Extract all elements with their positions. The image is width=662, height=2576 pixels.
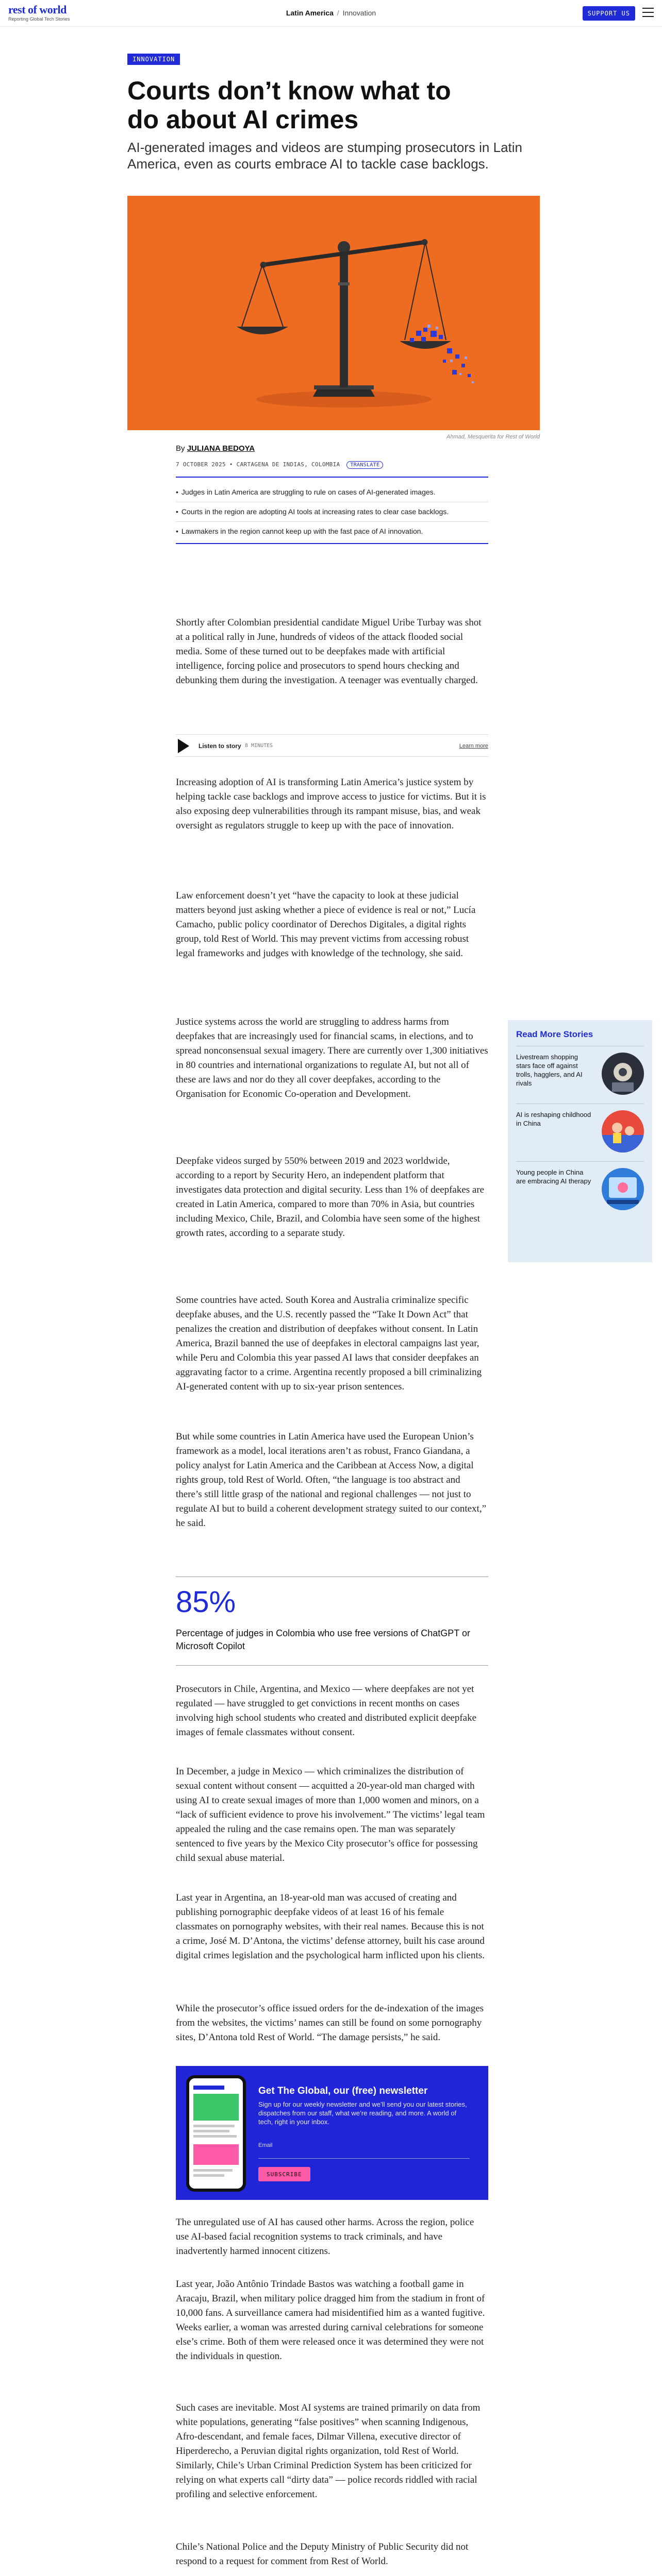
body-paragraph: Justice systems across the world are struggling to address harms from deepfakes that are increasingly used for financial scams, in elections, and to spread nonconsensual sexual imagery. There are currently over 1,300 initiatives in 80 countries and international organizations to regulate AI, but not all of these are laws and nor do they all cover deepfakes, according to the Organisation for Economic Co-operation and Development. (176, 1016, 488, 1099)
sidebar-story-title[interactable]: Young people in China are embracing AI therapy (516, 1168, 591, 1185)
learn-more-link[interactable]: Learn more (459, 743, 488, 749)
sidebar-story-title[interactable]: Livestream shopping stars face off against trolls, hagglers, and AI rivals (516, 1053, 583, 1087)
body-paragraph: Law enforcement doesn’t yet “have the capacity to look at these judicial matters beyond just asking whether a piece of evidence is real or not,” Lucía Camacho, public policy coordinator of Derechos Digitales, a digital rights group, told Rest of World. This may prevent victims from accessing robust legal frameworks and judges with knowledge of the technology, she said. (176, 890, 476, 959)
listen-label[interactable]: Listen to story (198, 742, 241, 750)
takeaway-item: • Lawmakers in the region cannot keep up with the fast pace of AI innovation. (176, 522, 488, 541)
livestream-icon[interactable] (602, 1053, 644, 1095)
body-paragraph: The unregulated use of AI has caused other harms. Across the region, police use AI-based facial recognition systems to track criminals, and have inadvertently harmed innocent citizens. (176, 2217, 474, 2257)
article-dek: AI-generated images and videos are stumping prosecutors in Latin America, even as courts embrace AI to tackle case backlogs. (127, 140, 522, 172)
newsletter-description: Sign up for our weekly newsletter and we’ll send you our latest stories, dispatches from our staff, what we’re reading, and more. A world of tech, right in your inbox. (258, 2100, 467, 2126)
stat-caption: Percentage of judges in Colombia who use free versions of ChatGPT or Microsoft Copilot (176, 1628, 470, 1651)
image-credit: Ahmad, Mesquerita for Rest of World (446, 434, 540, 440)
logo-tagline: Reporting Global Tech Stories (8, 16, 70, 22)
play-icon[interactable] (178, 739, 189, 753)
ai-childhood-icon[interactable] (602, 1110, 644, 1153)
byline-prefix: By (176, 444, 185, 453)
body-paragraph: But while some countries in Latin America have used the European Union’s framework as a model, local iterations aren’t as robust, Franco Giandana, a policy analyst for Latin America and the Caribbean at Access Now, a digital rights group, told Rest of World. Often, “the language is too abstract and there’s still little grasp of the national and regional challenges — not just to regulate AI but to build a coherent development strategy suited to our context,” he said. (176, 1431, 487, 1529)
body-paragraph: Shortly after Colombian presidential candidate Miguel Uribe Turbay was shot at a political rally in June, hundreds of videos of the attack flooded social media. Some of these turned out to be deepfakes made with artificial intelligence, forcing police and prosecutors to spend hours checking and debunking them during the investigation. A teenager was eventually charged. (176, 617, 482, 686)
body-paragraph: Increasing adoption of AI is transforming Latin America’s justice system by helping tackle case backlogs and improve access to justice for victims. But it is also exposing deep vulnerabilities through its rampant misuse, bias, and weak oversight as regulators struggle to keep up with the pace of innovation. (176, 777, 486, 831)
body-paragraph: In December, a judge in Mexico — which criminalizes the distribution of sexual content without consent — acquitted a 20-year-old man charged with using AI to create sexual images of more than 1,000 women and minors, on a “lack of sufficient evidence to prove his involvement.” The victims’ legal team appealed the ruling and the case remains open. The man was separately sentenced to five years by the Mexico City prosecutor’s office for possessing child sexual abuse material. (176, 1766, 485, 1863)
subscribe-button[interactable]: SUBSCRIBE (258, 2167, 310, 2181)
hamburger-menu-icon[interactable] (642, 8, 654, 18)
body-paragraph: Last year in Argentina, an 18-year-old man was accused of creating and publishing pornographic deepfake videos of at least 16 of his female classmates on pornography websites, with their real names. Because this is not a crime, José M. D’Antona, the victims’ defense attorney, built his case around digital crimes legislation and the psychological harm inflicted upon his clients. (176, 1892, 485, 1961)
sidebar-story[interactable] (516, 1104, 644, 1161)
sidebar-story[interactable] (516, 1046, 644, 1104)
body-paragraph: Last year, João Antônio Trindade Bastos was watching a football game in Aracaju, Brazil, when military police dragged him from the stadium in front of 10,000 fans. A surveillance camera had misidentified him as a wanted fugitive. Weeks earlier, a woman was arrested during carnival celebrations for someone else’s crime. Both of them were released once it was determined they were not the individuals in question. (176, 2279, 485, 2362)
phone-mockup-icon (186, 2075, 246, 2192)
takeaway-item: • Courts in the region are adopting AI tools at increasing rates to clear case backlogs. (176, 502, 488, 522)
email-field[interactable] (258, 2150, 470, 2159)
key-takeaways (176, 477, 488, 544)
newsletter-title: Get The Global, our (free) newsletter (258, 2086, 428, 2096)
body-paragraph: Chile’s National Police and the Deputy Ministry of Public Security did not respond to a request for comment from Rest of World. (176, 2541, 469, 2567)
support-us-button[interactable]: SUPPORT US (583, 6, 635, 21)
author-link[interactable]: JULIANA BEDOYA (187, 444, 255, 453)
breadcrumb-region[interactable]: Latin America (286, 9, 334, 17)
breadcrumb (0, 9, 662, 17)
email-label: Email (258, 2142, 273, 2148)
stat-divider-bottom (176, 1665, 488, 1666)
listen-duration: 8 MINUTES (245, 743, 273, 749)
dateline-text: 7 OCTOBER 2025 • CARTAGENA DE INDIAS, COLOMBIA (176, 461, 340, 468)
hero-image (127, 196, 540, 430)
logo-wordmark: rest of world (8, 3, 67, 16)
body-paragraph: Such cases are inevitable. Most AI systems are trained primarily on data from white populations, generating “false positives” when scanning Indigenous, Afro-descendant, and female faces, Dilmar Villena, executive director of Hiperderecho, a Peruvian digital rights organization, told Rest of World. Similarly, Chile’s Urban Criminal Prediction System has been criticized for relying on what experts call “dirty data” — police records riddled with racial profiling and selective enforcement. (176, 2402, 481, 2500)
section-badge[interactable]: INNOVATION (127, 54, 180, 65)
article-title: Courts don’t know what to do about AI crimes (127, 76, 451, 134)
body-paragraph: Deepfake videos surged by 550% between 2019 and 2023 worldwide, according to a report by Security Hero, an independent platform that investigates data protection and digital security. Less than 1% of deepfakes are created in Latin America, compared to more than 70% in Asia, but countries including Mexico, Chile, Brazil, and Colombia have seen some of the highest growth rates, according to a separate study. (176, 1156, 485, 1239)
dateline (176, 461, 383, 469)
read-more-sidebar (508, 1020, 652, 1262)
audio-player (176, 734, 488, 757)
translate-button[interactable]: TRANSLATE (346, 461, 383, 469)
sidebar-title: Read More Stories (516, 1029, 593, 1039)
body-paragraph: While the prosecutor’s office issued orders for the de-indexation of the images from the websites, the victims’ names can still be found on some pornography sites, D’Antona told Rest of World. “The damage persists,” he said. (176, 2003, 484, 2043)
breadcrumb-separator: / (337, 9, 339, 17)
sidebar-story-title[interactable]: AI is reshaping childhood in China (516, 1111, 591, 1127)
breadcrumb-topic[interactable]: Innovation (342, 9, 376, 17)
byline (176, 444, 255, 453)
body-paragraph: Some countries have acted. South Korea and Australia criminalize specific deepfake abuses, and the U.S. recently passed the “Take It Down Act” that penalizes the creation and distribution of deepfakes without consent. In Latin America, Brazil banned the use of deepfakes in electoral campaigns last year, while Peru and Colombia this year passed AI laws that consider deepfakes an aggravating factor to a crime. Argentina recently proposed a bill criminalizing AI-generated content with up to six-year prison sentences. (176, 1295, 482, 1392)
newsletter-signup (176, 2066, 488, 2200)
site-header (0, 0, 662, 27)
sidebar-story[interactable] (516, 1161, 644, 1219)
stat-value: 85% (176, 1585, 236, 1619)
ai-therapy-icon[interactable] (602, 1168, 644, 1210)
balance-scale-illustration (127, 196, 540, 430)
takeaway-item: • Judges in Latin America are struggling to rule on cases of AI-generated images. (176, 483, 488, 502)
body-paragraph: Prosecutors in Chile, Argentina, and Mexico — where deepfakes are not yet regulated — have struggled to get convictions in recent months on cases involving high school students who created and distributed explicit deepfake images of female classmates without consent. (176, 1684, 477, 1738)
